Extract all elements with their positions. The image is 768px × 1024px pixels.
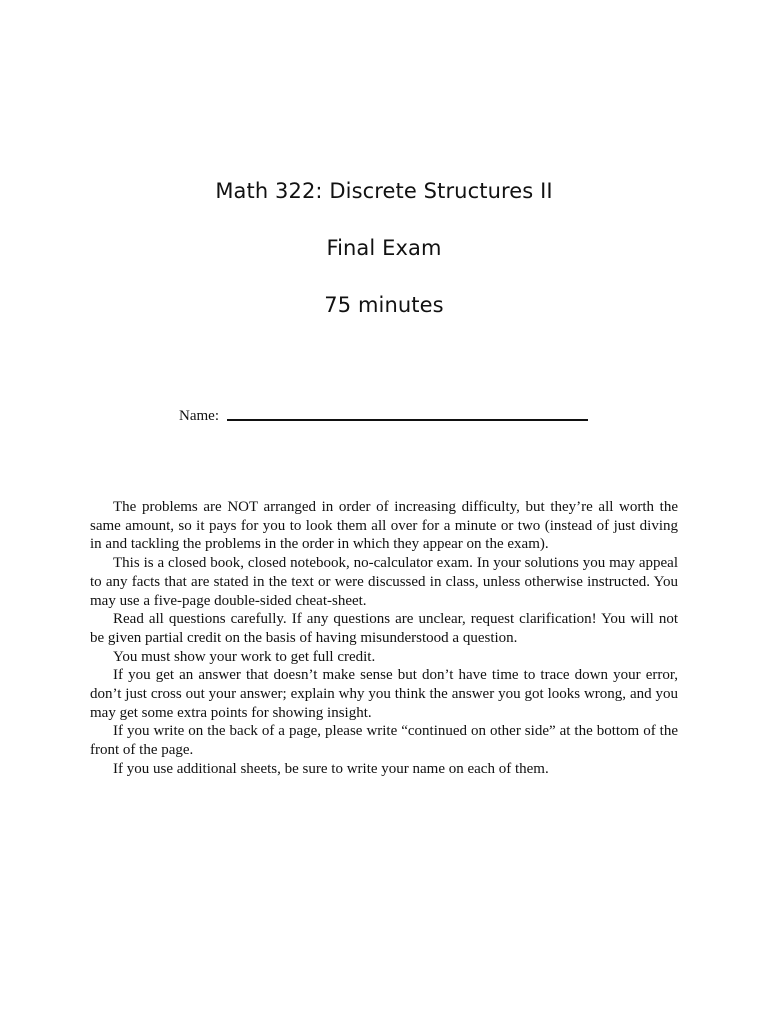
exam-duration: 75 minutes (324, 293, 444, 317)
instruction-paragraph: If you use additional sheets, be sure to write your name on each of them. (113, 760, 549, 777)
course-title: Math 322: Discrete Structures II (215, 179, 553, 203)
instruction-paragraph: The problems are NOT arranged in order of increasing difficulty, but they’re all worth the same amount, so it pays for you to look them all over for a minute or two (instead of just diving in and tackling the problems in the order in which they appear on the exam). (90, 499, 678, 553)
instruction-paragraph: If you get an answer that doesn’t make sense but don’t have time to trace down your error, don’t just cross out your answer; explain why you think the answer you got looks wrong, and you may get some extra points for showing insight. (90, 667, 678, 721)
name-blank-line[interactable] (227, 419, 588, 421)
name-label: Name: (179, 408, 219, 424)
instructions (90, 498, 678, 779)
instruction-paragraph: This is a closed book, closed notebook, no-calculator exam. In your solutions you may appeal to any facts that are stated in the text or were discussed in class, unless otherwise instructed. You may use a five-page double-sided cheat-sheet. (90, 555, 678, 609)
instruction-paragraph: Read all questions carefully. If any questions are unclear, request clarification! You will not be given partial credit on the basis of having misunderstood a question. (90, 611, 678, 646)
exam-header (0, 176, 768, 347)
instruction-paragraph: You must show your work to get full credit. (113, 648, 376, 665)
instruction-paragraph: If you write on the back of a page, please write “continued on other side” at the bottom of the front of the page. (90, 723, 678, 759)
exam-title: Final Exam (326, 236, 442, 260)
